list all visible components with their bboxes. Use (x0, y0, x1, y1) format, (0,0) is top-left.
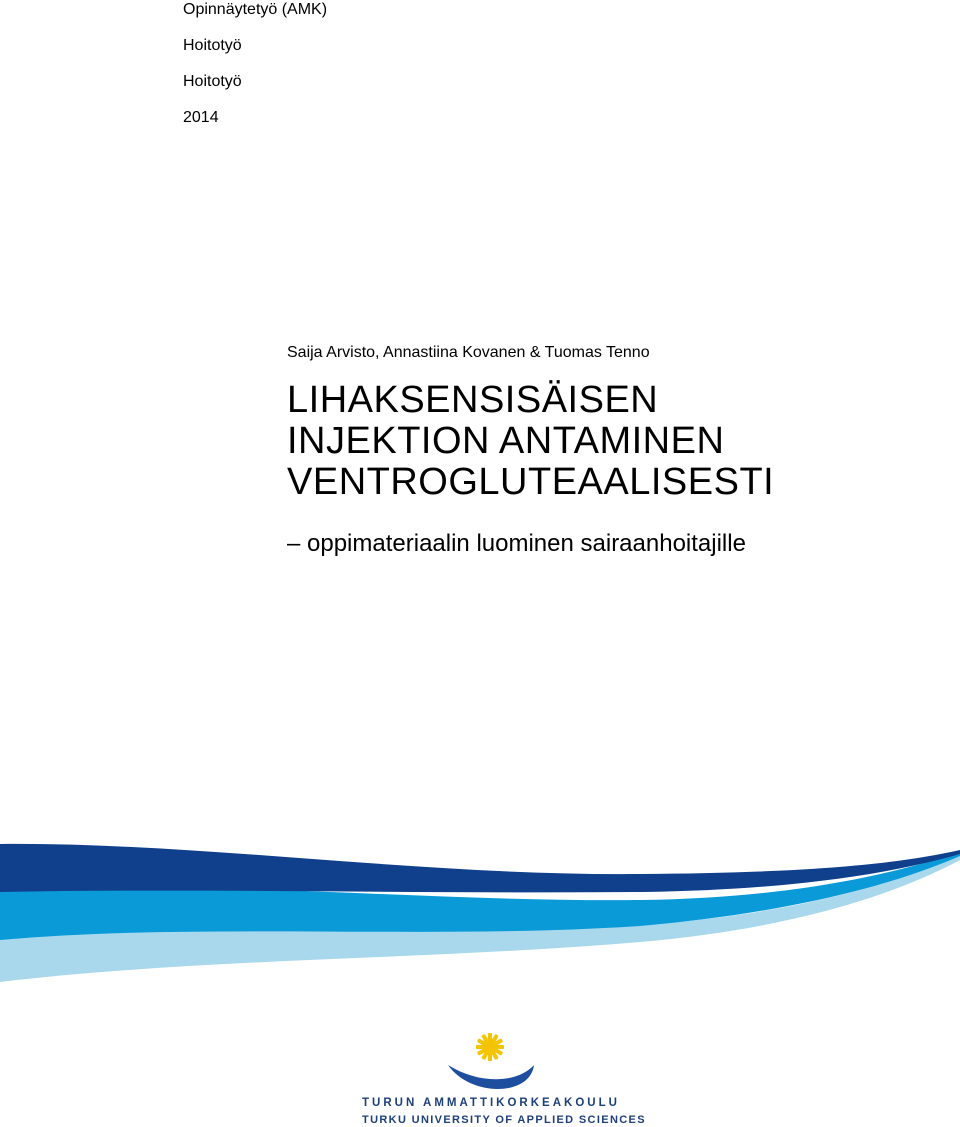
logo-name-finnish: TURUN AMMATTIKORKEAKOULU (362, 1097, 620, 1109)
degree-programme: Hoitotyö (183, 37, 242, 54)
document-title (287, 380, 774, 503)
authors: Saija Arvisto, Annastiina Kovanen & Tuomas Tenno (287, 344, 650, 361)
university-logo (360, 1025, 646, 1127)
sun-star-icon (440, 1025, 550, 1095)
thesis-type: Opinnäytetyö (AMK) (183, 1, 328, 18)
specialisation: Hoitotyö (183, 73, 242, 90)
logo-name-english: TURKU UNIVERSITY OF APPLIED SCIENCES (362, 1114, 646, 1126)
wave-dark-blue (0, 844, 960, 893)
logo-arc (448, 1065, 534, 1089)
decorative-waves (0, 830, 960, 1000)
document-subtitle: – oppimateriaalin luominen sairaanhoitajille (287, 530, 746, 557)
title-line-1: LIHAKSENSISÄISEN (287, 379, 659, 421)
title-line-2: INJEKTION ANTAMINEN (287, 420, 725, 462)
year: 2014 (183, 109, 219, 126)
title-line-3: VENTROGLUTEAALISESTI (287, 461, 775, 503)
